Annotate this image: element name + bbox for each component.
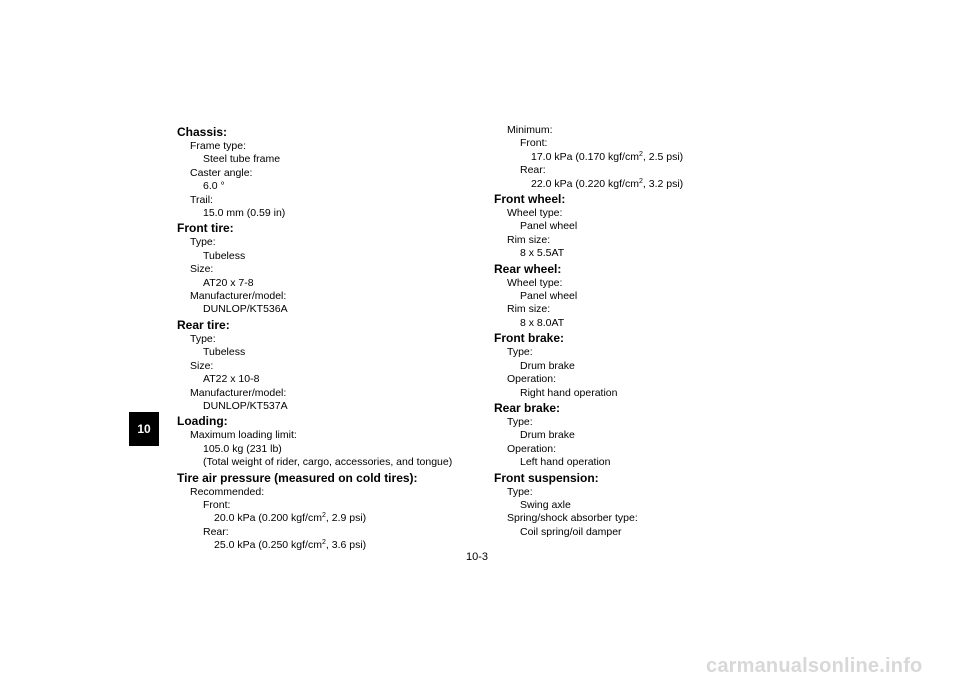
section-heading: Front tire: (177, 221, 234, 236)
spec-value: AT22 x 10-8 (203, 373, 260, 386)
spec-label: Minimum: (507, 124, 553, 136)
spec-value: Drum brake (520, 429, 575, 442)
pressure-psi: , 2.5 psi) (642, 150, 684, 163)
spec-label: Trail: (190, 193, 213, 206)
spec-label: Rim size: (507, 233, 551, 246)
spec-value: 105.0 kg (231 lb) (203, 442, 282, 455)
spec-label: Operation: (507, 442, 557, 455)
spec-value: 8 x 8.0AT (520, 316, 565, 329)
spec-label: Wheel type: (507, 276, 563, 289)
spec-label: Manufacturer/model: (190, 290, 287, 303)
watermark: carmanualsonline.info (706, 655, 923, 677)
spec-value: Front: (203, 498, 231, 511)
spec-label: Caster angle: (190, 166, 253, 179)
spec-label: Spring/shock absorber type: (507, 512, 638, 525)
pressure-value: 25.0 kPa (0.250 kgf/cm (214, 539, 322, 552)
pressure-value: 22.0 kPa (0.220 kgf/cm (531, 177, 639, 190)
spec-value: AT20 x 7-8 (203, 276, 254, 289)
spec-label: Maximum loading limit: (190, 429, 297, 442)
spec-label: Manufacturer/model: (190, 386, 287, 399)
spec-value: Right hand operation (520, 386, 618, 399)
section-heading: Front brake: (494, 331, 565, 346)
spec-label: Rim size: (507, 303, 551, 316)
unit-exponent: 2 (321, 512, 326, 520)
spec-label: Operation: (507, 373, 557, 386)
spec-value: 15.0 mm (0.59 in) (203, 207, 286, 220)
spec-column-right (494, 124, 794, 539)
spec-value: Swing axle (520, 498, 571, 511)
unit-exponent: 2 (321, 539, 326, 547)
pressure-value: 20.0 kPa (0.200 kgf/cm (214, 512, 322, 525)
spec-value: DUNLOP/KT536A (203, 303, 288, 316)
spec-label: Frame type: (190, 140, 247, 152)
pressure-value: 17.0 kPa (0.170 kgf/cm (531, 150, 639, 163)
spec-label: Wheel type: (507, 207, 563, 220)
spec-value: (Total weight of rider, cargo, accessories, and tongue) (203, 456, 453, 469)
unit-exponent: 2 (638, 177, 643, 185)
spec-value: Tubeless (203, 249, 246, 262)
spec-value: Coil spring/oil damper (520, 525, 622, 538)
spec-subvalue (494, 151, 794, 164)
spec-value: Rear: (203, 525, 229, 538)
spec-subvalue (177, 512, 477, 525)
spec-label: Type: (507, 346, 533, 359)
spec-value: Steel tube frame (203, 153, 281, 166)
spec-label: Recommended: (190, 485, 265, 498)
spec-label: Type: (507, 485, 533, 498)
section-heading: Front suspension: (494, 470, 599, 485)
spec-subvalue (177, 539, 477, 552)
pressure-psi: , 2.9 psi) (325, 512, 367, 525)
spec-label: Type: (507, 415, 533, 428)
section-heading: Chassis: (177, 125, 228, 139)
pressure-psi: , 3.2 psi) (642, 177, 684, 190)
section-heading: Rear tire: (177, 317, 230, 332)
section-heading: Front wheel: (494, 192, 566, 207)
spec-value: Rear: (520, 164, 546, 177)
spec-label: Size: (190, 263, 214, 276)
spec-label: Type: (190, 236, 216, 249)
spec-column-left (177, 124, 477, 553)
spec-value: 8 x 5.5AT (520, 247, 565, 260)
section-heading: Rear wheel: (494, 261, 562, 276)
section-heading: Rear brake: (494, 400, 561, 415)
spec-subvalue (494, 178, 794, 191)
chapter-tab: 10 (129, 412, 159, 446)
page-number: 10-3 (466, 551, 489, 563)
pressure-psi: , 3.6 psi) (325, 539, 367, 552)
spec-value: DUNLOP/KT537A (203, 399, 288, 412)
spec-label: Type: (190, 332, 216, 345)
spec-value: Left hand operation (520, 456, 611, 469)
section-heading: Loading: (177, 414, 228, 429)
spec-value: Drum brake (520, 359, 575, 372)
spec-value: Front: (520, 137, 548, 150)
spec-value: Panel wheel (520, 220, 578, 233)
spec-value: 6.0 ° (203, 180, 225, 193)
section-heading: Tire air pressure (measured on cold tires): (177, 470, 418, 485)
spec-value: Panel wheel (520, 290, 578, 303)
spec-label: Size: (190, 359, 214, 372)
spec-value: Tubeless (203, 346, 246, 359)
unit-exponent: 2 (638, 150, 643, 158)
